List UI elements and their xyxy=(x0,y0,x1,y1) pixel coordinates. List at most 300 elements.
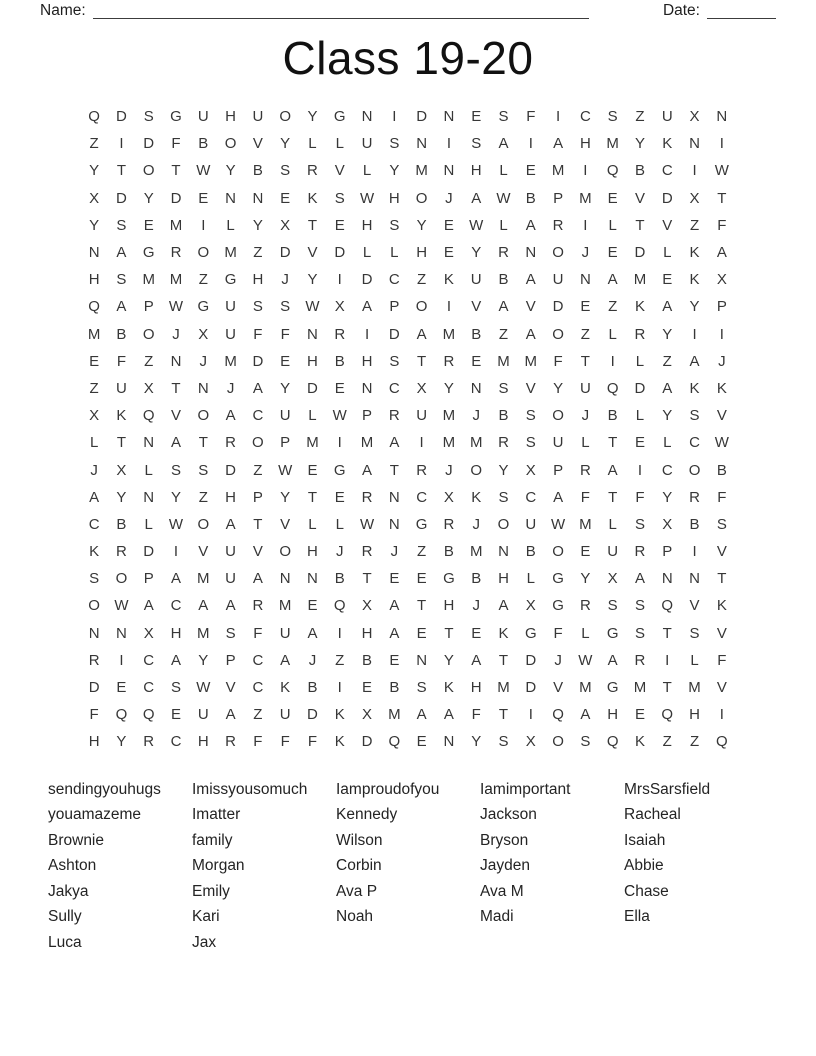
grid-cell-r6-c19: J xyxy=(581,244,590,262)
grid-cell-r14-c16: Y xyxy=(498,461,509,479)
word-item: Imissyousomuch xyxy=(192,780,308,798)
grid-cell-r16-c20: L xyxy=(608,515,617,533)
word-item: Chase xyxy=(624,882,669,900)
grid-cell-r4-c20: E xyxy=(607,189,618,207)
grid-cell-r18-c17: L xyxy=(526,570,535,588)
grid-cell-r24-c1: H xyxy=(88,733,100,751)
date-label: Date: xyxy=(662,2,700,19)
grid-cell-r4-c10: S xyxy=(334,189,345,207)
grid-cell-r17-c11: R xyxy=(361,543,373,561)
grid-cell-r7-c1: H xyxy=(88,271,100,289)
grid-cell-r11-c15: N xyxy=(470,379,482,397)
grid-cell-r21-c2: I xyxy=(119,651,124,669)
grid-cell-r23-c7: Z xyxy=(253,706,263,724)
grid-cell-r6-c23: K xyxy=(689,244,700,262)
grid-cell-r19-c20: S xyxy=(607,597,618,615)
grid-cell-r11-c8: Y xyxy=(280,379,291,397)
grid-cell-r9-c5: X xyxy=(198,325,209,343)
word-item: Kennedy xyxy=(336,806,398,824)
grid-cell-r2-c19: H xyxy=(579,135,591,153)
grid-cell-r9-c22: Y xyxy=(662,325,673,343)
grid-cell-r13-c12: A xyxy=(389,434,400,452)
grid-cell-r24-c24: Q xyxy=(716,733,728,751)
grid-cell-r17-c4: I xyxy=(173,543,179,561)
grid-cell-r2-c17: I xyxy=(528,135,533,153)
grid-cell-r16-c19: M xyxy=(579,515,592,533)
grid-cell-r7-c13: Z xyxy=(417,271,427,289)
word-item: Morgan xyxy=(192,857,245,875)
name-label: Name: xyxy=(40,2,86,19)
grid-cell-r12-c14: M xyxy=(442,407,456,425)
grid-cell-r23-c3: Q xyxy=(142,706,155,724)
grid-cell-r7-c8: J xyxy=(281,271,289,289)
grid-cell-r16-c5: O xyxy=(197,515,210,533)
grid-cell-r24-c18: O xyxy=(552,733,564,751)
grid-cell-r9-c7: F xyxy=(253,325,263,343)
grid-cell-r5-c18: R xyxy=(552,216,564,234)
word-item: sendingyouhugs xyxy=(48,780,161,798)
grid-cell-r20-c22: T xyxy=(662,624,672,642)
grid-cell-r6-c16: R xyxy=(498,244,509,262)
grid-cell-r4-c22: D xyxy=(661,189,673,207)
grid-cell-r12-c16: B xyxy=(498,407,509,425)
grid-cell-r23-c11: X xyxy=(362,706,373,724)
grid-cell-r1-c22: U xyxy=(661,108,673,126)
grid-cell-r16-c6: A xyxy=(225,515,236,533)
grid-cell-r9-c6: U xyxy=(225,325,237,343)
grid-cell-r5-c8: X xyxy=(280,216,291,234)
grid-cell-r3-c23: I xyxy=(692,162,697,180)
grid-cell-r22-c4: S xyxy=(171,679,182,697)
grid-cell-r22-c9: B xyxy=(307,679,318,697)
grid-cell-r20-c8: U xyxy=(279,624,291,642)
grid-cell-r12-c6: A xyxy=(225,407,236,425)
grid-cell-r14-c2: X xyxy=(116,461,127,479)
grid-cell-r3-c16: L xyxy=(499,162,508,180)
grid-cell-r13-c17: S xyxy=(525,434,536,452)
grid-cell-r19-c8: M xyxy=(278,597,292,615)
grid-cell-r4-c5: E xyxy=(198,189,209,207)
grid-cell-r20-c3: X xyxy=(143,624,154,642)
word-list xyxy=(0,777,816,956)
grid-cell-r4-c8: E xyxy=(280,189,291,207)
grid-cell-r24-c2: Y xyxy=(116,733,127,751)
grid-cell-r22-c12: B xyxy=(389,679,400,697)
grid-cell-r11-c21: D xyxy=(634,379,646,397)
grid-cell-r6-c20: E xyxy=(607,244,618,262)
grid-cell-r14-c14: J xyxy=(445,461,453,479)
grid-cell-r8-c3: P xyxy=(143,298,154,316)
grid-cell-r1-c19: C xyxy=(579,108,591,126)
grid-cell-r5-c2: S xyxy=(116,216,127,234)
grid-cell-r14-c5: S xyxy=(198,461,209,479)
grid-cell-r23-c12: M xyxy=(388,706,401,724)
grid-cell-r17-c18: O xyxy=(552,543,564,561)
grid-cell-r17-c15: M xyxy=(469,543,483,561)
grid-cell-r7-c15: U xyxy=(470,271,482,289)
grid-cell-r18-c12: E xyxy=(389,570,400,588)
grid-cell-r13-c5: T xyxy=(198,434,208,452)
grid-cell-r10-c2: F xyxy=(116,352,127,370)
grid-cell-r13-c22: L xyxy=(663,434,672,452)
grid-cell-r23-c9: D xyxy=(307,706,318,724)
grid-cell-r6-c14: E xyxy=(443,244,454,262)
word-item: Racheal xyxy=(624,806,681,824)
grid-cell-r13-c9: M xyxy=(306,434,319,452)
grid-cell-r22-c3: C xyxy=(143,679,155,697)
word-item: Jakya xyxy=(48,882,89,900)
grid-cell-r14-c15: O xyxy=(470,461,483,479)
grid-cell-r15-c18: A xyxy=(553,488,564,506)
grid-cell-r24-c23: Z xyxy=(689,733,700,751)
grid-cell-r12-c18: O xyxy=(552,407,564,425)
grid-cell-r22-c16: M xyxy=(497,679,510,697)
grid-cell-r18-c5: M xyxy=(197,570,210,588)
grid-cell-r14-c11: A xyxy=(362,461,373,479)
grid-cell-r13-c14: M xyxy=(442,434,456,452)
grid-cell-r8-c10: X xyxy=(334,298,345,316)
grid-cell-r3-c10: V xyxy=(334,162,345,180)
grid-cell-r2-c2: I xyxy=(119,135,124,153)
grid-cell-r3-c6: Y xyxy=(225,162,236,180)
grid-cell-r1-c13: D xyxy=(416,108,428,126)
grid-cell-r14-c19: R xyxy=(579,461,591,479)
grid-cell-r19-c4: C xyxy=(170,597,182,615)
grid-cell-r17-c20: U xyxy=(607,543,619,561)
grid-cell-r17-c9: H xyxy=(307,543,318,561)
date-fill-line xyxy=(707,3,776,19)
word-item: Madi xyxy=(480,908,514,926)
word-item: Ava M xyxy=(480,882,524,900)
grid-cell-r9-c11: I xyxy=(364,325,370,343)
grid-cell-r15-c9: T xyxy=(307,488,318,506)
grid-cell-r22-c19: M xyxy=(579,679,592,697)
word-item: Jayden xyxy=(480,857,530,875)
grid-cell-r5-c20: L xyxy=(608,216,617,234)
grid-cell-r19-c17: X xyxy=(525,597,536,615)
grid-cell-r18-c6: U xyxy=(225,570,237,588)
grid-cell-r10-c14: R xyxy=(443,352,455,370)
grid-cell-r24-c9: F xyxy=(307,733,318,751)
grid-cell-r7-c17: A xyxy=(525,271,536,289)
grid-cell-r16-c13: G xyxy=(415,515,428,533)
grid-cell-r5-c13: Y xyxy=(416,216,427,234)
grid-cell-r1-c24: N xyxy=(716,108,728,126)
grid-cell-r2-c6: O xyxy=(224,135,237,153)
grid-cell-r1-c18: I xyxy=(556,108,561,126)
grid-cell-r20-c16: K xyxy=(498,624,509,642)
grid-cell-r7-c23: K xyxy=(689,271,700,289)
grid-cell-r18-c19: Y xyxy=(580,570,591,588)
grid-cell-r6-c13: H xyxy=(416,244,428,262)
grid-cell-r22-c7: C xyxy=(252,679,264,697)
grid-cell-r13-c11: M xyxy=(360,434,374,452)
grid-cell-r7-c4: M xyxy=(169,271,183,289)
grid-cell-r6-c8: D xyxy=(279,244,291,262)
grid-cell-r12-c20: B xyxy=(607,407,618,425)
grid-cell-r15-c20: T xyxy=(608,488,618,506)
word-item: Jax xyxy=(192,934,217,952)
grid-cell-r14-c13: R xyxy=(416,461,428,479)
grid-cell-r1-c9: Y xyxy=(307,108,318,126)
grid-cell-r18-c2: O xyxy=(115,570,128,588)
grid-cell-r14-c17: X xyxy=(525,461,536,479)
grid-cell-r22-c24: V xyxy=(716,679,727,697)
grid-cell-r8-c16: A xyxy=(498,298,509,316)
grid-cell-r15-c12: N xyxy=(388,488,400,506)
grid-cell-r17-c1: K xyxy=(89,543,100,561)
grid-cell-r23-c1: F xyxy=(89,706,99,724)
grid-cell-r15-c3: N xyxy=(143,488,155,506)
grid-cell-r17-c2: R xyxy=(116,543,127,561)
grid-cell-r9-c13: A xyxy=(416,325,427,343)
grid-cell-r4-c12: H xyxy=(388,189,400,207)
grid-cell-r2-c3: D xyxy=(143,135,155,153)
grid-cell-r1-c15: E xyxy=(471,108,482,126)
grid-cell-r16-c1: C xyxy=(88,515,100,533)
grid-cell-r7-c7: H xyxy=(252,271,264,289)
grid-cell-r18-c20: X xyxy=(607,570,618,588)
grid-cell-r17-c12: J xyxy=(390,543,399,561)
grid-cell-r20-c4: H xyxy=(170,624,182,642)
grid-cell-r21-c9: J xyxy=(308,651,317,669)
grid-cell-r23-c4: E xyxy=(171,706,182,724)
grid-cell-r10-c17: M xyxy=(524,352,538,370)
grid-cell-r9-c21: R xyxy=(634,325,646,343)
grid-cell-r11-c23: K xyxy=(689,379,700,397)
grid-cell-r19-c18: G xyxy=(552,597,564,615)
grid-cell-r15-c14: X xyxy=(443,488,454,506)
grid-cell-r2-c18: A xyxy=(553,135,564,153)
grid-cell-r16-c23: B xyxy=(689,515,700,533)
grid-cell-r5-c7: Y xyxy=(252,216,263,234)
grid-cell-r12-c13: U xyxy=(416,407,428,425)
grid-cell-r22-c15: H xyxy=(470,679,482,697)
grid-cell-r2-c23: N xyxy=(689,135,700,153)
grid-cell-r21-c15: A xyxy=(471,651,482,669)
grid-cell-r24-c13: E xyxy=(416,733,427,751)
word-list-column-2 xyxy=(192,777,336,956)
grid-cell-r17-c8: O xyxy=(279,543,292,561)
grid-cell-r11-c13: X xyxy=(416,379,427,397)
grid-cell-r14-c7: Z xyxy=(253,461,263,479)
grid-cell-r13-c4: A xyxy=(171,434,182,452)
grid-cell-r23-c22: Q xyxy=(661,706,674,724)
grid-cell-r18-c24: T xyxy=(717,570,727,588)
grid-cell-r8-c7: S xyxy=(252,298,263,316)
grid-cell-r9-c14: M xyxy=(442,325,456,343)
grid-cell-r6-c4: R xyxy=(170,244,182,262)
grid-cell-r23-c23: H xyxy=(689,706,700,724)
word-item: Iamproudofyou xyxy=(336,780,440,798)
grid-cell-r16-c15: J xyxy=(472,515,480,533)
grid-cell-r10-c18: F xyxy=(553,352,563,370)
word-item: Abbie xyxy=(624,857,664,875)
grid-cell-r2-c10: L xyxy=(335,135,344,153)
grid-cell-r8-c21: K xyxy=(634,298,645,316)
grid-cell-r20-c7: F xyxy=(253,624,263,642)
grid-cell-r5-c10: E xyxy=(334,216,345,234)
grid-cell-r19-c24: K xyxy=(716,597,727,615)
grid-cell-r10-c1: E xyxy=(89,352,100,370)
grid-cell-r20-c24: V xyxy=(716,624,727,642)
grid-cell-r9-c24: I xyxy=(719,325,724,343)
word-item: family xyxy=(192,831,233,849)
grid-cell-r1-c17: F xyxy=(526,108,536,126)
grid-cell-r14-c21: I xyxy=(637,461,643,479)
grid-cell-r7-c14: K xyxy=(443,271,454,289)
grid-cell-r13-c8: P xyxy=(280,434,291,452)
grid-cell-r12-c8: U xyxy=(279,407,291,425)
grid-cell-r22-c22: T xyxy=(662,679,672,697)
grid-cell-r8-c12: P xyxy=(389,298,400,316)
grid-cell-r23-c24: I xyxy=(719,706,724,724)
grid-cell-r24-c6: R xyxy=(225,733,237,751)
grid-cell-r16-c14: R xyxy=(443,515,455,533)
grid-cell-r10-c3: Z xyxy=(144,352,154,370)
grid-cell-r18-c14: G xyxy=(443,570,455,588)
grid-cell-r17-c6: U xyxy=(225,543,237,561)
grid-cell-r2-c20: M xyxy=(606,135,619,153)
grid-cell-r4-c24: T xyxy=(717,189,727,207)
grid-cell-r24-c10: K xyxy=(334,733,345,751)
grid-cell-r14-c6: D xyxy=(225,461,237,479)
grid-cell-r15-c8: Y xyxy=(280,488,291,506)
grid-cell-r9-c18: O xyxy=(552,325,564,343)
grid-cell-r14-c18: P xyxy=(553,461,564,479)
grid-cell-r6-c5: O xyxy=(197,244,210,262)
grid-cell-r9-c23: I xyxy=(692,325,697,343)
grid-cell-r8-c5: G xyxy=(197,298,210,316)
grid-cell-r18-c22: N xyxy=(661,570,673,588)
grid-cell-r19-c22: Q xyxy=(661,597,674,615)
grid-cell-r22-c21: M xyxy=(633,679,647,697)
grid-cell-r4-c4: D xyxy=(170,189,182,207)
grid-cell-r21-c21: R xyxy=(634,651,646,669)
grid-cell-r11-c5: N xyxy=(197,379,209,397)
grid-cell-r4-c13: O xyxy=(415,189,428,207)
grid-cell-r1-c5: U xyxy=(197,108,209,126)
grid-cell-r11-c18: Y xyxy=(553,379,564,397)
grid-cell-r8-c8: S xyxy=(280,298,291,316)
grid-cell-r20-c14: T xyxy=(444,624,454,642)
grid-cell-r20-c10: I xyxy=(337,624,342,642)
grid-cell-r3-c13: M xyxy=(415,162,428,180)
grid-cell-r5-c22: V xyxy=(662,216,673,234)
grid-cell-r15-c7: P xyxy=(252,488,263,506)
grid-cell-r18-c8: N xyxy=(279,570,291,588)
grid-cell-r23-c6: A xyxy=(225,706,236,724)
grid-cell-r13-c19: L xyxy=(581,434,590,452)
grid-cell-r19-c1: O xyxy=(88,597,100,615)
grid-cell-r21-c18: J xyxy=(554,651,562,669)
grid-cell-r11-c16: S xyxy=(498,379,509,397)
grid-cell-r13-c3: N xyxy=(143,434,155,452)
grid-cell-r6-c7: Z xyxy=(253,244,263,262)
grid-cell-r3-c18: M xyxy=(551,162,565,180)
grid-cell-r15-c22: Y xyxy=(662,488,673,506)
grid-cell-r2-c11: U xyxy=(361,135,373,153)
grid-cell-r24-c21: K xyxy=(634,733,645,751)
grid-cell-r1-c4: G xyxy=(170,108,182,126)
grid-cell-r19-c23: V xyxy=(689,597,700,615)
grid-cell-r22-c13: S xyxy=(416,679,427,697)
grid-cell-r5-c16: L xyxy=(499,216,508,234)
grid-cell-r15-c21: F xyxy=(635,488,645,506)
grid-cell-r18-c4: A xyxy=(171,570,182,588)
grid-cell-r2-c21: Y xyxy=(634,135,645,153)
grid-cell-r14-c9: E xyxy=(307,461,318,479)
word-item: Ella xyxy=(624,908,650,926)
grid-cell-r22-c10: I xyxy=(337,679,342,697)
grid-cell-r1-c6: H xyxy=(225,108,237,126)
grid-cell-r19-c21: S xyxy=(634,597,645,615)
grid-cell-r13-c23: C xyxy=(689,434,700,452)
grid-cell-r22-c17: D xyxy=(525,679,537,697)
grid-cell-r20-c6: S xyxy=(225,624,236,642)
grid-cell-r10-c12: S xyxy=(389,352,400,370)
grid-cell-r14-c22: C xyxy=(661,461,673,479)
grid-cell-r10-c21: L xyxy=(635,352,645,370)
grid-cell-r10-c8: E xyxy=(280,352,291,370)
grid-cell-r19-c10: Q xyxy=(333,597,346,615)
grid-cell-r23-c8: U xyxy=(279,706,291,724)
grid-cell-r21-c3: C xyxy=(143,651,155,669)
grid-cell-r13-c21: E xyxy=(634,434,645,452)
name-fill-line xyxy=(93,3,589,19)
grid-cell-r12-c12: R xyxy=(388,407,400,425)
grid-cell-r2-c22: K xyxy=(662,135,673,153)
grid-cell-r17-c10: J xyxy=(336,543,344,561)
grid-cell-r7-c3: M xyxy=(142,271,155,289)
word-item: Noah xyxy=(336,908,374,926)
grid-cell-r15-c5: Z xyxy=(198,488,208,506)
grid-cell-r13-c13: I xyxy=(419,434,424,452)
grid-cell-r6-c11: L xyxy=(362,244,372,262)
grid-cell-r7-c22: E xyxy=(662,271,673,289)
grid-cell-r12-c7: C xyxy=(252,407,264,425)
grid-cell-r15-c6: H xyxy=(225,488,237,506)
grid-cell-r18-c15: B xyxy=(471,570,482,588)
grid-cell-r6-c10: D xyxy=(334,244,346,262)
grid-cell-r5-c24: F xyxy=(717,216,727,234)
word-item: Wilson xyxy=(336,831,383,849)
grid-cell-r10-c7: D xyxy=(252,352,264,370)
grid-cell-r7-c21: M xyxy=(633,271,647,289)
grid-cell-r20-c13: E xyxy=(416,624,427,642)
grid-cell-r17-c23: I xyxy=(692,543,697,561)
grid-cell-r6-c18: O xyxy=(552,244,564,262)
grid-cell-r5-c12: S xyxy=(389,216,400,234)
word-item: Isaiah xyxy=(624,831,666,849)
grid-cell-r6-c1: N xyxy=(88,244,100,262)
grid-cell-r4-c21: V xyxy=(634,189,645,207)
grid-cell-r13-c1: L xyxy=(89,434,99,452)
grid-cell-r10-c5: J xyxy=(199,352,208,370)
grid-cell-r8-c23: Y xyxy=(689,298,700,316)
grid-cell-r18-c3: P xyxy=(143,570,154,588)
grid-cell-r1-c7: U xyxy=(252,108,264,126)
grid-cell-r18-c7: A xyxy=(252,570,263,588)
word-item: Bryson xyxy=(480,831,529,849)
grid-cell-r23-c21: E xyxy=(634,706,645,724)
grid-cell-r7-c2: S xyxy=(116,271,127,289)
grid-cell-r14-c12: T xyxy=(389,461,399,479)
grid-cell-r3-c24: W xyxy=(714,162,729,180)
grid-cell-r7-c12: C xyxy=(388,271,400,289)
grid-cell-r11-c14: Y xyxy=(443,379,454,397)
grid-cell-r5-c23: Z xyxy=(689,216,700,234)
